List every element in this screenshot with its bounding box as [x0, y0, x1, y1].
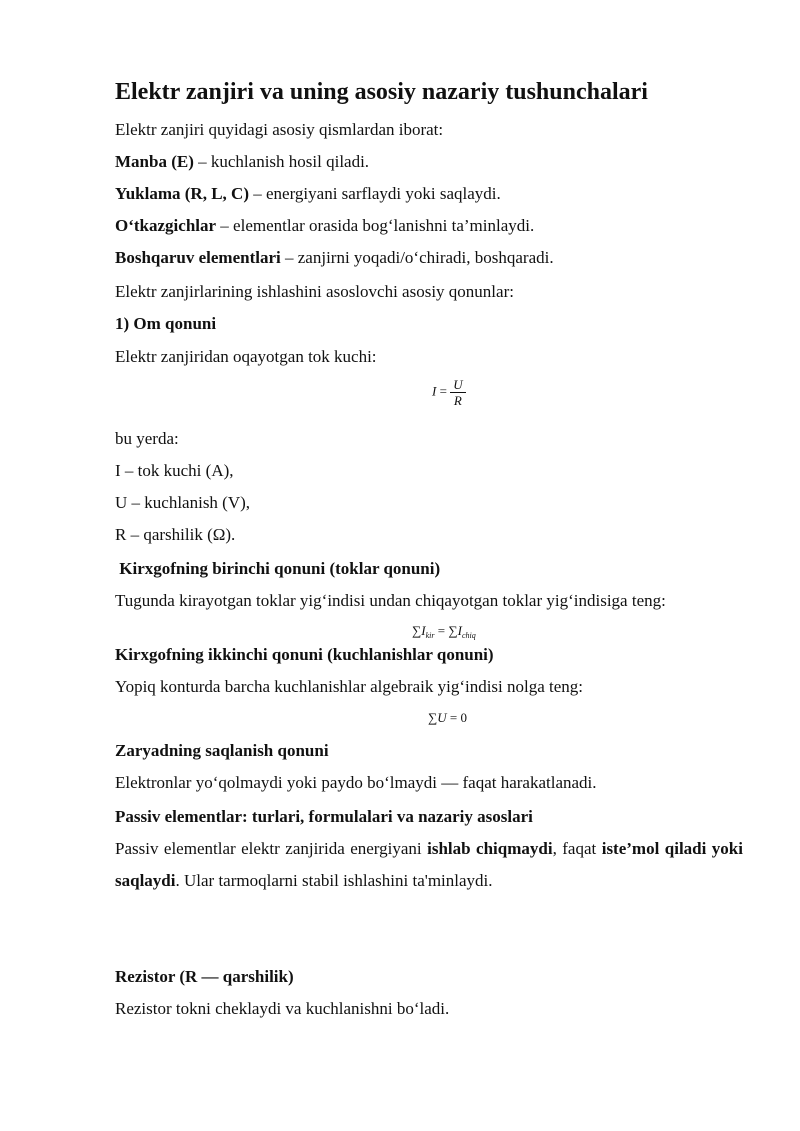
resistor-text: Rezistor tokni cheklaydi va kuchlanishni bo‘ladi. [115, 999, 450, 1018]
part-desc: – kuchlanish hosil qiladi. [193, 152, 370, 171]
sum-symbol: ∑ [412, 623, 422, 638]
part-desc: – energiyani sarflaydi yoki saqlaydi. [248, 184, 501, 203]
part-conductors [115, 215, 534, 237]
resistor-heading: Rezistor (R — qarshilik) [115, 967, 294, 986]
formula-var: U [437, 710, 447, 725]
kirchhoff1-text: Tugunda kirayotgan toklar yig‘indisi undan chiqayotgan toklar yig‘indisiga teng: [115, 591, 666, 610]
intro-text: Elektr zanjiri quyidagi asosiy qismlardan iborat: [115, 120, 444, 139]
passive-heading: Passiv elementlar: turlari, formulalari va nazariy asoslari [115, 807, 533, 826]
kirchhoff1-heading: Kirxgofning birinchi qonuni (toklar qonuni) [115, 559, 441, 578]
ohm-text: Elektr zanjiridan oqayotgan tok kuchi: [115, 347, 377, 366]
formula-rhs: 0 [460, 710, 468, 725]
part-load [115, 183, 501, 205]
part-term: O‘tkazgichlar [115, 216, 217, 235]
part-desc: – elementlar orasida bog‘lanishni ta’minlaydi. [216, 216, 535, 235]
formula-sub-out: chiq [461, 631, 476, 640]
formula-lhs: I [432, 383, 437, 399]
kirchhoff2-formula [428, 710, 467, 726]
ohm-where: bu yerda: [115, 429, 179, 448]
part-source [115, 151, 369, 173]
part-term: Manba (E) [115, 152, 194, 171]
part-term: Boshqaruv elementlari [115, 248, 281, 267]
formula-sub-in: kir [425, 631, 435, 640]
formula-var: I [421, 623, 426, 638]
formula-eq: = [449, 710, 458, 725]
formula-denominator: R [453, 393, 462, 408]
page-title: Elektr zanjiri va uning asosiy nazariy tushunchalari [115, 79, 648, 105]
ohm-def-resistance: R – qarshilik (Ω). [115, 525, 236, 544]
kirchhoff2-text: Yopiq konturda barcha kuchlanishlar algebraik yig‘indisi nolga teng: [115, 677, 584, 696]
formula-fraction [450, 377, 465, 408]
ohm-heading: 1) Om qonuni [115, 314, 217, 333]
kirchhoff1-formula [412, 623, 476, 640]
formula-numerator: U [450, 377, 465, 393]
passive-paragraph: Passiv elementlar elektr zanjirida energiyani ishlab chiqmaydi, faqat iste’mol qiladi yoki saqlaydi. Ular tarmoqlarni stabil ishlashini ta'minlaydi. [115, 839, 743, 890]
sum-symbol: ∑ [448, 623, 458, 638]
ohm-formula [432, 377, 466, 408]
charge-heading: Zaryadning saqlanish qonuni [115, 741, 329, 760]
ohm-def-current: I – tok kuchi (A), [115, 461, 234, 480]
kirchhoff2-heading: Kirxgofning ikkinchi qonuni (kuchlanishlar qonuni) [115, 645, 494, 664]
charge-text: Elektronlar yo‘qolmaydi yoki paydo bo‘lmaydi — faqat harakatlanadi. [115, 773, 597, 792]
sum-symbol: ∑ [428, 710, 438, 725]
part-control [115, 247, 554, 269]
passive-bold-2: iste’mol qiladi yoki saqlaydi [115, 839, 743, 890]
formula-eq: = [437, 623, 446, 638]
part-term: Yuklama (R, L, C) [115, 184, 249, 203]
passive-bold-1: ishlab chiqmaydi [427, 839, 553, 858]
formula-var: I [457, 623, 462, 638]
ohm-def-voltage: U – kuchlanish (V), [115, 493, 251, 512]
laws-intro: Elektr zanjirlarining ishlashini asoslovchi asosiy qonunlar: [115, 282, 514, 301]
part-desc: – zanjirni yoqadi/o‘chiradi, boshqaradi. [280, 248, 554, 267]
formula-eq: = [439, 383, 447, 399]
